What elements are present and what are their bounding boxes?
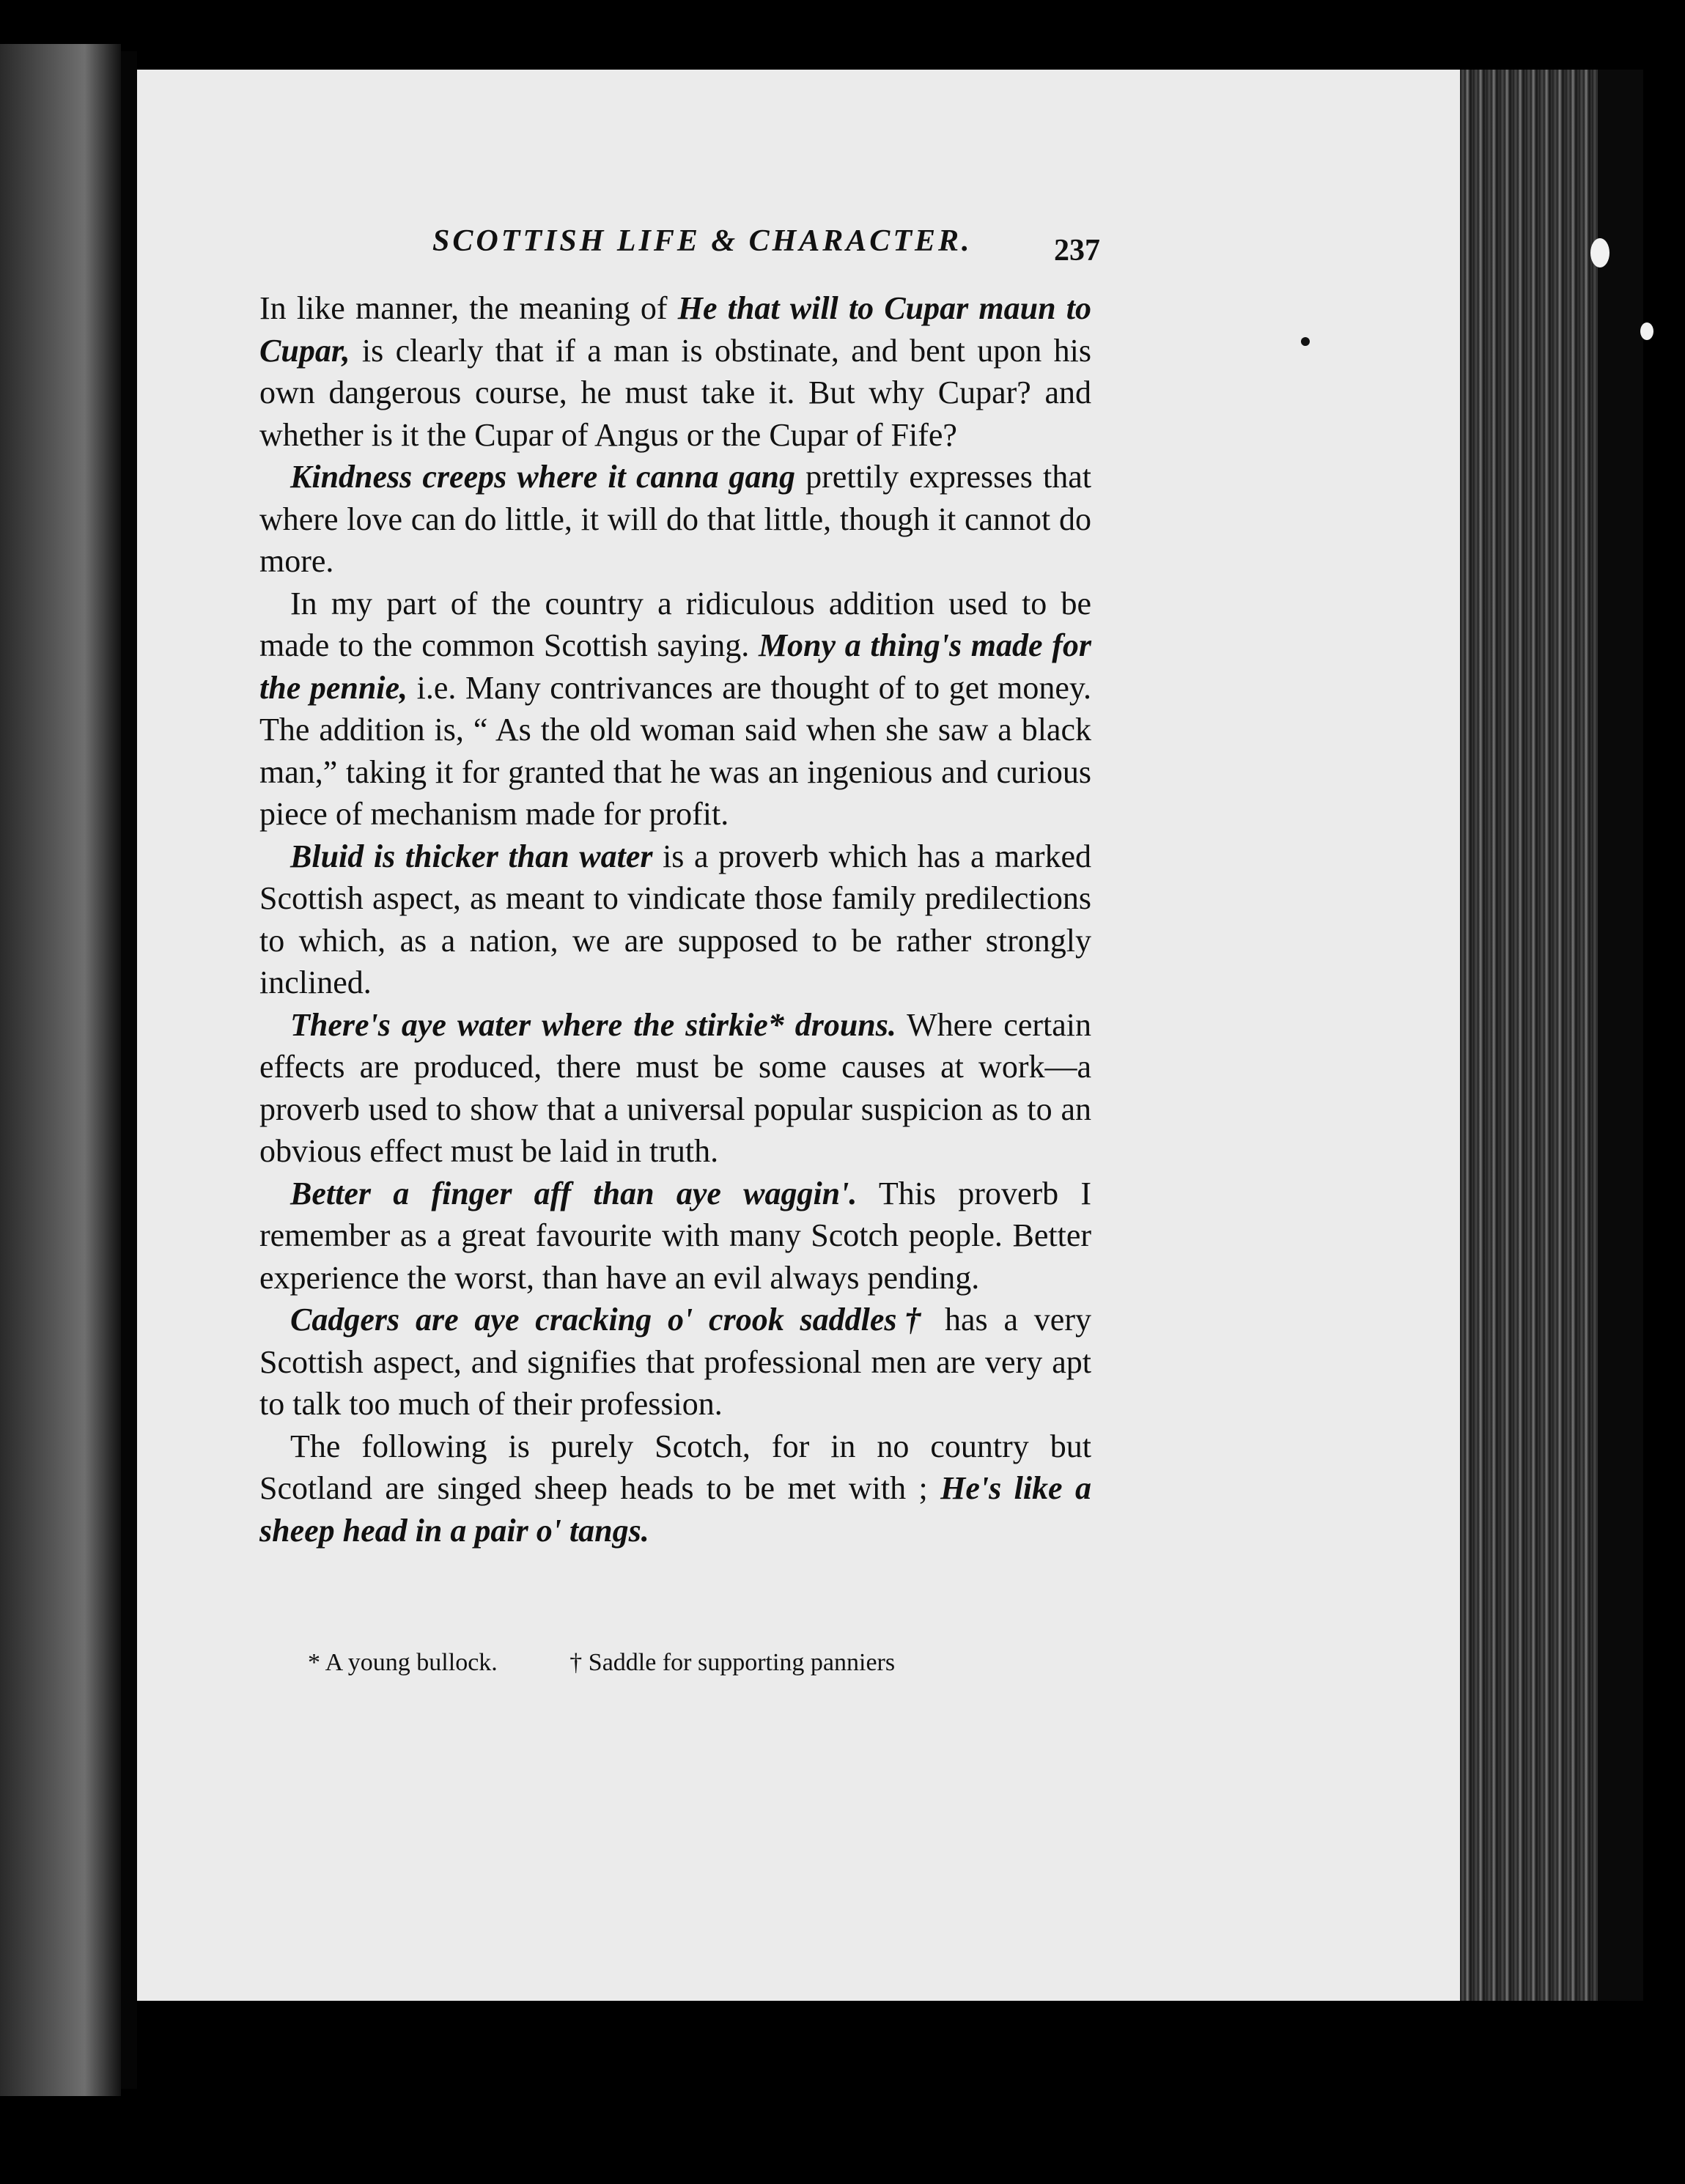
dust-speck xyxy=(1640,322,1653,340)
proverb: Bluid is thicker than water xyxy=(290,838,653,874)
dust-speck xyxy=(1590,238,1610,268)
paragraph xyxy=(259,1299,1091,1425)
text-run: is clearly that if a man is obstinate, and bent upon his own dangerous course, he must take it. But why Cupar? and whether is it the Cupar of Angus or the Cupar of Fife? xyxy=(259,332,1091,453)
paragraph xyxy=(259,835,1091,1004)
dust-speck xyxy=(1301,337,1310,346)
paragraph xyxy=(259,1004,1091,1173)
footnotes xyxy=(308,1649,1070,1677)
footnote: * A young bullock. xyxy=(308,1649,498,1676)
paragraph xyxy=(259,1173,1091,1299)
paragraph xyxy=(259,287,1091,456)
proverb: Kindness creeps where it canna gang xyxy=(290,459,796,495)
paragraph xyxy=(259,456,1091,583)
proverb: Cadgers are aye cracking o' crook saddles† xyxy=(290,1302,929,1338)
text-run: In like manner, the meaning of xyxy=(259,290,678,326)
text-run: This proverb I remember as a great favourite with many Scotch people. Better experience the worst, than have an evil always pending. xyxy=(259,1175,1092,1296)
text-run: is a proverb which has a marked Scottish aspect, as meant to vindicate those family predilections to which, as a nation, we are supposed to be rather strongly inclined. xyxy=(259,838,1091,1000)
paragraph xyxy=(259,583,1091,835)
facing-page-edge xyxy=(0,44,121,2096)
footnote: † Saddle for supporting panniers xyxy=(569,1649,896,1676)
paragraph xyxy=(259,1425,1091,1552)
text-run: Where certain effects are produced, there must be some causes at work—a proverb used to show that a universal popular suspicion as to an obvious effect must be laid in truth. xyxy=(259,1006,1091,1169)
text-run: The following is purely Scotch, for in no country but Scotland are singed sheep heads to be met with ; xyxy=(259,1428,1091,1506)
text-run: In my part of the country a ridiculous addition used to be made to the common Scottish saying. xyxy=(259,585,1091,663)
body-text xyxy=(259,287,1091,1552)
proverb: He's like a sheep head in a pair o' tangs. xyxy=(259,1470,1091,1549)
book-gutter xyxy=(121,51,137,2089)
page-number: 237 xyxy=(1054,234,1100,268)
running-title: SCOTTISH LIFE & CHARACTER. xyxy=(432,224,973,258)
proverb: Mony a thing's made for the pennie, xyxy=(259,627,1092,706)
proverb: He that will to Cupar maun to Cupar, xyxy=(259,290,1091,369)
text-run: prettily expresses that where love can do little, it will do that little, though it cannot do more. xyxy=(259,459,1092,579)
text-run: has a very Scottish aspect, and signifies that professional men are very apt to talk too much of their profession. xyxy=(259,1302,1091,1422)
proverb: Better a finger aff than aye waggin'. xyxy=(290,1175,858,1211)
book-cover-edge xyxy=(1598,70,1643,2001)
text-run: i.e. Many contrivances are thought of to get money. The addition is, “ As the old woman said when she saw a black man,” taking it for granted that he was an ingenious and curious piece of mechanism made for profit. xyxy=(259,669,1091,832)
proverb: There's aye water where the stirkie* drouns. xyxy=(290,1006,896,1043)
